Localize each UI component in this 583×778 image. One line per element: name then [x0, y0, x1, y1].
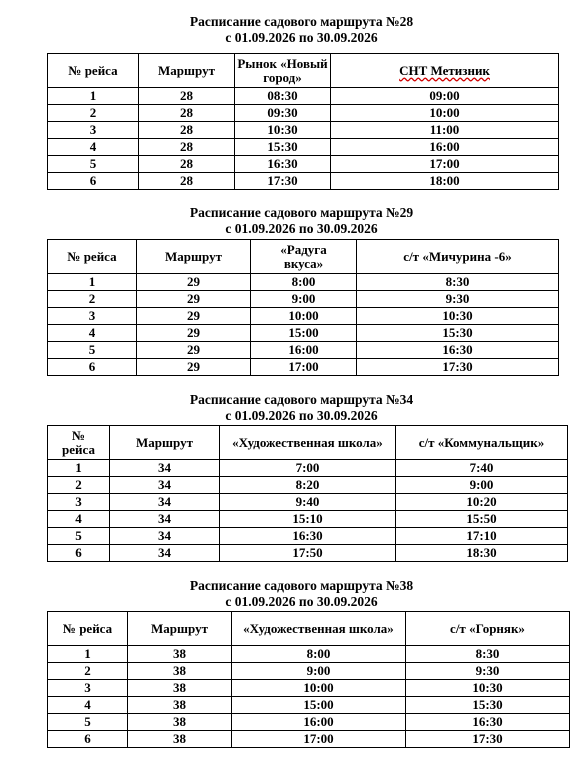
schedule-rows [48, 646, 570, 748]
departure-time-cell: 15:10 [220, 511, 396, 528]
trip-number-cell: 3 [48, 680, 128, 697]
schedule-rows [48, 460, 568, 562]
table-row [48, 528, 568, 545]
trip-number-cell: 3 [48, 494, 110, 511]
trip-number-cell: 2 [48, 291, 137, 308]
trip-number-cell: 3 [48, 308, 137, 325]
arrival-time-cell: 10:00 [331, 105, 559, 122]
route-cell: 34 [110, 494, 220, 511]
table-row [48, 139, 559, 156]
header-trip: № рейса [48, 240, 137, 274]
table-row [48, 477, 568, 494]
arrival-time-cell: 17:00 [331, 156, 559, 173]
header-to: с/т «Горняк» [406, 612, 570, 646]
departure-time-cell: 16:00 [251, 342, 357, 359]
arrival-time-cell: 9:30 [357, 291, 559, 308]
table-row [48, 697, 570, 714]
arrival-time-cell: 10:30 [406, 680, 570, 697]
schedule-34 [0, 392, 583, 424]
trip-number-cell: 5 [48, 156, 139, 173]
trip-number-cell: 6 [48, 359, 137, 376]
table-row [48, 325, 559, 342]
trip-number-cell: 1 [48, 646, 128, 663]
trip-number-cell: 1 [48, 460, 110, 477]
schedule-38-table [47, 611, 570, 748]
departure-time-cell: 17:50 [220, 545, 396, 562]
trip-number-cell: 3 [48, 122, 139, 139]
schedule-rows [48, 274, 559, 376]
trip-number-cell: 4 [48, 697, 128, 714]
arrival-time-cell: 7:40 [396, 460, 568, 477]
trip-number-cell: 5 [48, 528, 110, 545]
table-row [48, 511, 568, 528]
departure-time-cell: 08:30 [235, 88, 331, 105]
table-row [48, 105, 559, 122]
route-cell: 28 [139, 173, 235, 190]
table-row [48, 545, 568, 562]
table-row [48, 274, 559, 291]
table-row [48, 460, 568, 477]
arrival-time-cell: 17:10 [396, 528, 568, 545]
schedule-38 [0, 578, 583, 610]
trip-number-cell: 2 [48, 477, 110, 494]
route-cell: 38 [128, 680, 232, 697]
departure-time-cell: 8:00 [232, 646, 406, 663]
departure-time-cell: 15:00 [232, 697, 406, 714]
departure-time-cell: 9:40 [220, 494, 396, 511]
trip-number-cell: 2 [48, 663, 128, 680]
header-to: с/т «Коммунальщик» [396, 426, 568, 460]
arrival-time-cell: 8:30 [406, 646, 570, 663]
schedule-title: Расписание садового маршрута №28 [189, 14, 414, 29]
trip-number-cell: 6 [48, 173, 139, 190]
departure-time-cell: 10:00 [232, 680, 406, 697]
table-row [48, 680, 570, 697]
arrival-time-cell: 16:00 [331, 139, 559, 156]
route-cell: 34 [110, 477, 220, 494]
departure-time-cell: 10:30 [235, 122, 331, 139]
arrival-time-cell: 9:30 [406, 663, 570, 680]
route-cell: 34 [110, 545, 220, 562]
departure-time-cell: 16:30 [235, 156, 331, 173]
trip-number-cell: 5 [48, 342, 137, 359]
trip-number-cell: 6 [48, 545, 110, 562]
departure-time-cell: 8:20 [220, 477, 396, 494]
header-to: СНТ Метизник [331, 54, 559, 88]
arrival-time-cell: 15:30 [406, 697, 570, 714]
trip-number-cell: 4 [48, 325, 137, 342]
table-row [48, 359, 559, 376]
trip-number-cell: 1 [48, 274, 137, 291]
table-row [48, 714, 570, 731]
route-cell: 28 [139, 122, 235, 139]
route-cell: 38 [128, 663, 232, 680]
schedule-period: с 01.09.2026 по 30.09.2026 [225, 408, 378, 423]
arrival-time-cell: 15:30 [357, 325, 559, 342]
route-cell: 29 [137, 308, 251, 325]
table-row [48, 308, 559, 325]
departure-time-cell: 15:30 [235, 139, 331, 156]
route-cell: 29 [137, 359, 251, 376]
schedule-28 [0, 14, 583, 46]
header-route: Маршрут [137, 240, 251, 274]
arrival-time-cell: 8:30 [357, 274, 559, 291]
arrival-time-cell: 16:30 [406, 714, 570, 731]
table-row [48, 156, 559, 173]
departure-time-cell: 10:00 [251, 308, 357, 325]
departure-time-cell: 17:00 [251, 359, 357, 376]
table-row [48, 646, 570, 663]
schedule-34-table [47, 425, 568, 562]
route-cell: 29 [137, 291, 251, 308]
header-from: «Художественная школа» [232, 612, 406, 646]
departure-time-cell: 17:30 [235, 173, 331, 190]
arrival-time-cell: 10:30 [357, 308, 559, 325]
trip-number-cell: 4 [48, 511, 110, 528]
trip-number-cell: 2 [48, 105, 139, 122]
departure-time-cell: 16:30 [220, 528, 396, 545]
arrival-time-cell: 09:00 [331, 88, 559, 105]
schedule-period: с 01.09.2026 по 30.09.2026 [225, 30, 378, 45]
arrival-time-cell: 10:20 [396, 494, 568, 511]
header-from: Рынок «Новый город» [235, 54, 331, 88]
schedule-title: Расписание садового маршрута №29 [189, 205, 414, 220]
schedule-title: Расписание садового маршрута №34 [189, 392, 414, 407]
header-trip: № рейса [48, 612, 128, 646]
route-cell: 29 [137, 274, 251, 291]
table-row [48, 494, 568, 511]
trip-number-cell: 1 [48, 88, 139, 105]
arrival-time-cell: 18:00 [331, 173, 559, 190]
departure-time-cell: 7:00 [220, 460, 396, 477]
route-cell: 28 [139, 139, 235, 156]
arrival-time-cell: 9:00 [396, 477, 568, 494]
route-cell: 38 [128, 714, 232, 731]
table-row [48, 173, 559, 190]
schedule-29 [0, 205, 583, 237]
trip-number-cell: 5 [48, 714, 128, 731]
header-from: «Радуга вкуса» [251, 240, 357, 274]
header-from: «Художественная школа» [220, 426, 396, 460]
route-cell: 38 [128, 731, 232, 748]
table-row [48, 291, 559, 308]
route-cell: 28 [139, 88, 235, 105]
departure-time-cell: 9:00 [251, 291, 357, 308]
departure-time-cell: 9:00 [232, 663, 406, 680]
departure-time-cell: 16:00 [232, 714, 406, 731]
header-trip: № рейса [48, 54, 139, 88]
table-row [48, 122, 559, 139]
departure-time-cell: 17:00 [232, 731, 406, 748]
table-row [48, 88, 559, 105]
header-route: Маршрут [139, 54, 235, 88]
route-cell: 38 [128, 697, 232, 714]
header-trip: № рейса [48, 426, 110, 460]
schedule-29-table [47, 239, 559, 376]
schedule-title: Расписание садового маршрута №38 [189, 578, 414, 593]
route-cell: 29 [137, 342, 251, 359]
schedule-period: с 01.09.2026 по 30.09.2026 [225, 221, 378, 236]
header-to: с/т «Мичурина -6» [357, 240, 559, 274]
schedule-period: с 01.09.2026 по 30.09.2026 [225, 594, 378, 609]
route-cell: 38 [128, 646, 232, 663]
trip-number-cell: 4 [48, 139, 139, 156]
route-cell: 29 [137, 325, 251, 342]
table-row [48, 731, 570, 748]
departure-time-cell: 15:00 [251, 325, 357, 342]
arrival-time-cell: 18:30 [396, 545, 568, 562]
header-route: Маршрут [110, 426, 220, 460]
schedule-28-table [47, 53, 559, 190]
departure-time-cell: 8:00 [251, 274, 357, 291]
arrival-time-cell: 17:30 [357, 359, 559, 376]
route-cell: 34 [110, 511, 220, 528]
arrival-time-cell: 15:50 [396, 511, 568, 528]
trip-number-cell: 6 [48, 731, 128, 748]
route-cell: 34 [110, 460, 220, 477]
departure-time-cell: 09:30 [235, 105, 331, 122]
route-cell: 34 [110, 528, 220, 545]
arrival-time-cell: 17:30 [406, 731, 570, 748]
arrival-time-cell: 11:00 [331, 122, 559, 139]
schedule-rows [48, 88, 559, 190]
table-row [48, 342, 559, 359]
table-row [48, 663, 570, 680]
route-cell: 28 [139, 156, 235, 173]
header-route: Маршрут [128, 612, 232, 646]
arrival-time-cell: 16:30 [357, 342, 559, 359]
route-cell: 28 [139, 105, 235, 122]
